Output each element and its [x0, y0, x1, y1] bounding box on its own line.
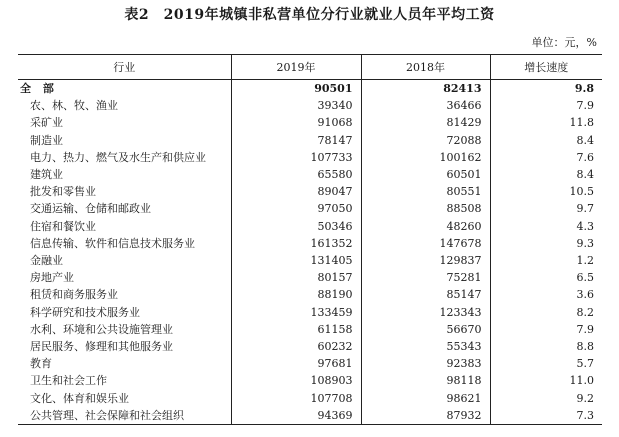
wage-2019-cell: 61158: [231, 321, 361, 338]
industry-cell: 居民服务、修理和其他服务业: [30, 340, 173, 354]
industry-cell: 建筑业: [30, 168, 63, 182]
table-body: [18, 80, 602, 425]
wage-2019-cell: 39340: [231, 97, 361, 114]
growth-rate-cell: 3.6: [490, 286, 602, 303]
wage-2019-cell: 91068: [231, 114, 361, 131]
industry-cell: 信息传输、软件和信息技术服务业: [30, 236, 195, 250]
table-row: [18, 355, 602, 372]
wage-2018-cell: 100162: [361, 149, 490, 166]
wage-2018-cell: 82413: [361, 80, 490, 98]
wage-2018-cell: 98118: [361, 372, 490, 389]
growth-rate-cell: 1.2: [490, 252, 602, 269]
unit-note: 单位：元，%: [531, 36, 597, 49]
industry-cell: 租赁和商务服务业: [30, 288, 118, 302]
wage-2018-cell: 36466: [361, 97, 490, 114]
growth-rate-cell: 9.2: [490, 390, 602, 407]
wage-2018-cell: 87932: [361, 407, 490, 425]
growth-rate-cell: 8.4: [490, 132, 602, 149]
table-row: [18, 166, 602, 183]
wage-2018-cell: 92383: [361, 355, 490, 372]
wage-2019-cell: 97050: [231, 200, 361, 217]
table-row: [18, 286, 602, 303]
wage-2018-cell: 60501: [361, 166, 490, 183]
wage-2018-cell: 48260: [361, 218, 490, 235]
industry-cell: 金融业: [30, 254, 63, 268]
growth-rate-cell: 5.7: [490, 355, 602, 372]
table-header-row: [18, 55, 602, 80]
wage-2019-cell: 108903: [231, 372, 361, 389]
industry-cell: 房地产业: [30, 271, 74, 285]
table-row: [18, 218, 602, 235]
industry-cell: 交通运输、仓储和邮政业: [30, 202, 151, 216]
wage-2019-cell: 50346: [231, 218, 361, 235]
table-row: [18, 132, 602, 149]
wage-2018-cell: 85147: [361, 286, 490, 303]
wage-2019-cell: 88190: [231, 286, 361, 303]
header-growth: 增长速度: [490, 55, 602, 80]
wage-table: [18, 54, 602, 425]
industry-cell: 卫生和社会工作: [30, 374, 107, 388]
industry-cell: 批发和零售业: [30, 185, 96, 199]
industry-cell: 教育: [30, 357, 52, 371]
growth-rate-cell: 9.3: [490, 235, 602, 252]
header-industry: 行业: [18, 55, 231, 80]
growth-rate-cell: 7.6: [490, 149, 602, 166]
wage-2018-cell: 98621: [361, 390, 490, 407]
table-row: [18, 149, 602, 166]
table-row: [18, 252, 602, 269]
industry-cell: 公共管理、社会保障和社会组织: [18, 407, 231, 425]
wage-2019-cell: 131405: [231, 252, 361, 269]
table-row-total: [18, 80, 602, 98]
industry-cell: 水利、环境和公共设施管理业: [30, 322, 173, 336]
growth-rate-cell: 7.9: [490, 97, 602, 114]
industry-cell: 电力、热力、燃气及水生产和供应业: [30, 150, 206, 164]
wage-2019-cell: 94369: [231, 407, 361, 425]
table-row: [18, 235, 602, 252]
table-row: [18, 338, 602, 355]
wage-2018-cell: 81429: [361, 114, 490, 131]
wage-2018-cell: 129837: [361, 252, 490, 269]
wage-2019-cell: 60232: [231, 338, 361, 355]
growth-rate-cell: 4.3: [490, 218, 602, 235]
industry-cell: 制造业: [30, 133, 63, 147]
table-row: [18, 97, 602, 114]
industry-cell: 全 部: [20, 82, 58, 95]
table-row: [18, 183, 602, 200]
wage-2019-cell: 78147: [231, 132, 361, 149]
industry-cell: 农、林、牧、渔业: [30, 99, 118, 113]
industry-cell: 文化、体育和娱乐业: [30, 391, 129, 405]
wage-2018-cell: 147678: [361, 235, 490, 252]
table-row: [18, 390, 602, 407]
wage-2018-cell: 72088: [361, 132, 490, 149]
header-2019: 2019年: [231, 55, 361, 80]
table-row: [18, 114, 602, 131]
table-row: [18, 407, 602, 425]
industry-cell: 住宿和餐饮业: [30, 219, 96, 233]
wage-2018-cell: 80551: [361, 183, 490, 200]
wage-2018-cell: 75281: [361, 269, 490, 286]
wage-2019-cell: 89047: [231, 183, 361, 200]
growth-rate-cell: 8.8: [490, 338, 602, 355]
wage-2018-cell: 55343: [361, 338, 490, 355]
wage-2019-cell: 107708: [231, 390, 361, 407]
growth-rate-cell: 8.2: [490, 304, 602, 321]
table-row: [18, 372, 602, 389]
wage-2019-cell: 133459: [231, 304, 361, 321]
table-row: [18, 269, 602, 286]
growth-rate-cell: 8.4: [490, 166, 602, 183]
growth-rate-cell: 11.8: [490, 114, 602, 131]
wage-2019-cell: 65580: [231, 166, 361, 183]
growth-rate-cell: 7.9: [490, 321, 602, 338]
wage-2019-cell: 161352: [231, 235, 361, 252]
table-row: [18, 321, 602, 338]
wage-2019-cell: 90501: [231, 80, 361, 98]
growth-rate-cell: 6.5: [490, 269, 602, 286]
wage-2018-cell: 88508: [361, 200, 490, 217]
table-row: [18, 200, 602, 217]
growth-rate-cell: 9.8: [490, 80, 602, 98]
wage-2019-cell: 80157: [231, 269, 361, 286]
wage-2018-cell: 56670: [361, 321, 490, 338]
header-2018: 2018年: [361, 55, 490, 80]
growth-rate-cell: 10.5: [490, 183, 602, 200]
table-row: [18, 304, 602, 321]
industry-cell: 采矿业: [30, 116, 63, 130]
growth-rate-cell: 9.7: [490, 200, 602, 217]
industry-cell: 科学研究和技术服务业: [30, 305, 140, 319]
wage-2019-cell: 97681: [231, 355, 361, 372]
wage-2019-cell: 107733: [231, 149, 361, 166]
growth-rate-cell: 11.0: [490, 372, 602, 389]
wage-2018-cell: 123343: [361, 304, 490, 321]
growth-rate-cell: 7.3: [490, 407, 602, 425]
table-title: 表2 2019年城镇非私营单位分行业就业人员年平均工资: [124, 7, 495, 23]
